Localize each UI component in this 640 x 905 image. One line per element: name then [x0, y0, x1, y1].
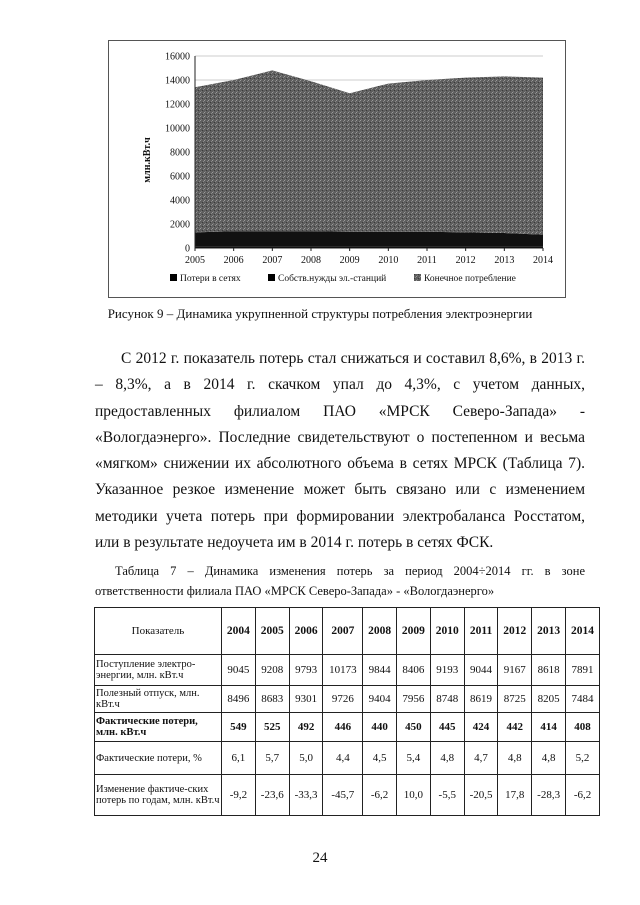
y-axis-label: млн.кВт.ч — [142, 137, 153, 183]
chart-legend — [170, 273, 516, 284]
x-tick-label: 2010 — [378, 255, 399, 266]
header-cell: 2014 — [566, 608, 600, 655]
table-cell: 9208 — [255, 655, 289, 686]
legend-label: Конечное потребление — [424, 274, 516, 284]
header-cell: 2005 — [255, 608, 289, 655]
table-row — [95, 655, 600, 686]
table-cell: 9044 — [464, 655, 498, 686]
legend-swatch — [170, 274, 177, 281]
table-cell: 549 — [222, 713, 256, 742]
table-cell: 414 — [532, 713, 566, 742]
table-cell: 5,2 — [566, 742, 600, 775]
y-tick-label: 16000 — [165, 51, 190, 63]
table-cell: -6,2 — [566, 775, 600, 816]
table-cell: -45,7 — [323, 775, 363, 816]
header-cell: 2004 — [222, 608, 256, 655]
table-cell: 525 — [255, 713, 289, 742]
figure-caption: Рисунок 9 – Динамика укрупненной структуры потребления электроэнергии — [107, 306, 533, 321]
body-paragraph: С 2012 г. показатель потерь стал снижаться и составил 8,6%, в 2013 г. – 8,3%, а в 2014 г. скачком упал до 4,3%, с учетом данных, предоставленных филиалом ПАО «МРСК Северо-Запада» - «Вологдаэнерго». Последние свидетельствуют о постепенном и весьма «мягком» снижении их абсолютного объема в сетях МРСК (Таблица 7). Указанное резкое изменение может быть связано или с изменением методики учета потерь при формировании электробаланса Росстатом, или в результате недоучета им в 2014 г. потерь в сетях ФСК. — [95, 350, 585, 552]
table-cell: -20,5 — [464, 775, 498, 816]
table-cell: 4,5 — [363, 742, 397, 775]
y-tick-label: 8000 — [170, 147, 190, 159]
table-cell: 5,4 — [397, 742, 431, 775]
header-cell: 2012 — [498, 608, 532, 655]
table-cell: 8725 — [498, 686, 532, 713]
table-cell: 492 — [289, 713, 323, 742]
table-cell: 446 — [323, 713, 363, 742]
x-tick-label: 2013 — [494, 255, 515, 266]
table-cell: 8406 — [397, 655, 431, 686]
table-cell: 7484 — [566, 686, 600, 713]
table-cell: 442 — [498, 713, 532, 742]
table-cell: -28,3 — [532, 775, 566, 816]
table-cell: 408 — [566, 713, 600, 742]
row-label: Фактические потери, % — [95, 742, 222, 775]
table-cell: 4,4 — [323, 742, 363, 775]
table-row — [95, 742, 600, 775]
header-cell: 2010 — [430, 608, 464, 655]
area-series-2 — [195, 231, 543, 247]
table-header-row — [95, 608, 600, 655]
table-cell: 440 — [363, 713, 397, 742]
table-cell: 9844 — [363, 655, 397, 686]
table-cell: 9193 — [430, 655, 464, 686]
table-cell: 450 — [397, 713, 431, 742]
table-cell: 9045 — [222, 655, 256, 686]
table-cell: -5,5 — [430, 775, 464, 816]
table-cell: 10,0 — [397, 775, 431, 816]
header-cell: Показатель — [95, 608, 222, 655]
table-cell: 5,7 — [255, 742, 289, 775]
legend-label: Потери в сетях — [180, 274, 241, 284]
row-label: Фактические потери, млн. кВт.ч — [95, 713, 222, 742]
table-caption: Таблица 7 – Динамика изменения потерь за период 2004÷2014 гг. в зоне ответственности филиала ПАО «МРСК Северо-Запада» - «Вологдаэнерго» — [95, 564, 585, 598]
table-cell: 9404 — [363, 686, 397, 713]
area-chart-svg — [108, 40, 566, 298]
table-cell: -9,2 — [222, 775, 256, 816]
table-row — [95, 775, 600, 816]
table-cell: 4,8 — [430, 742, 464, 775]
x-tick-label: 2005 — [185, 255, 205, 266]
y-tick-label: 0 — [185, 243, 190, 255]
table-cell: 9301 — [289, 686, 323, 713]
y-tick-label: 4000 — [170, 195, 190, 207]
table-cell: 4,7 — [464, 742, 498, 775]
row-label: Изменение фактиче-ских потерь по годам, млн. кВт.ч — [95, 775, 222, 816]
table-cell: 7956 — [397, 686, 431, 713]
table-cell: 9726 — [323, 686, 363, 713]
table-cell: 10173 — [323, 655, 363, 686]
row-label: Полезный отпуск, млн. кВт.ч — [95, 686, 222, 713]
table-cell: 445 — [430, 713, 464, 742]
table-row — [95, 713, 600, 742]
table-cell: 8619 — [464, 686, 498, 713]
table-cell: 5,0 — [289, 742, 323, 775]
area-series-3 — [195, 70, 543, 234]
row-label: Поступление электро-энергии, млн. кВт.ч — [95, 655, 222, 686]
table-cell: 8205 — [532, 686, 566, 713]
table-cell: 9167 — [498, 655, 532, 686]
page-number: 24 — [312, 850, 328, 866]
y-tick-label: 2000 — [170, 219, 190, 231]
table-cell: 4,8 — [532, 742, 566, 775]
consumption-structure-chart — [108, 40, 566, 298]
table-cell: 7891 — [566, 655, 600, 686]
legend-label: Собств.нужды эл.-станций — [278, 274, 387, 284]
table-cell: 8618 — [532, 655, 566, 686]
table-cell: 8748 — [430, 686, 464, 713]
header-cell: 2007 — [323, 608, 363, 655]
y-tick-label: 12000 — [165, 99, 190, 111]
legend-swatch — [268, 274, 275, 281]
y-tick-label: 10000 — [165, 123, 190, 135]
y-tick-label: 14000 — [165, 75, 190, 87]
x-tick-label: 2012 — [455, 255, 476, 266]
x-tick-label: 2009 — [339, 255, 360, 266]
table-cell: -23,6 — [255, 775, 289, 816]
table-cell: 9793 — [289, 655, 323, 686]
header-cell: 2006 — [289, 608, 323, 655]
table-cell: 8683 — [255, 686, 289, 713]
x-tick-label: 2006 — [223, 255, 244, 266]
losses-table — [94, 607, 600, 816]
y-tick-label: 6000 — [170, 171, 190, 183]
x-tick-label: 2011 — [417, 255, 437, 266]
x-tick-label: 2008 — [301, 255, 321, 266]
x-tick-label: 2014 — [533, 255, 553, 266]
table-cell: -6,2 — [363, 775, 397, 816]
header-cell: 2008 — [363, 608, 397, 655]
table-cell: 17,8 — [498, 775, 532, 816]
table-cell: 4,8 — [498, 742, 532, 775]
table-cell: 6,1 — [222, 742, 256, 775]
table-cell: 424 — [464, 713, 498, 742]
table-row — [95, 686, 600, 713]
header-cell: 2011 — [464, 608, 498, 655]
header-cell: 2013 — [532, 608, 566, 655]
table-cell: 8496 — [222, 686, 256, 713]
header-cell: 2009 — [397, 608, 431, 655]
table-cell: -33,3 — [289, 775, 323, 816]
x-tick-label: 2007 — [262, 255, 283, 266]
legend-swatch — [414, 274, 421, 281]
